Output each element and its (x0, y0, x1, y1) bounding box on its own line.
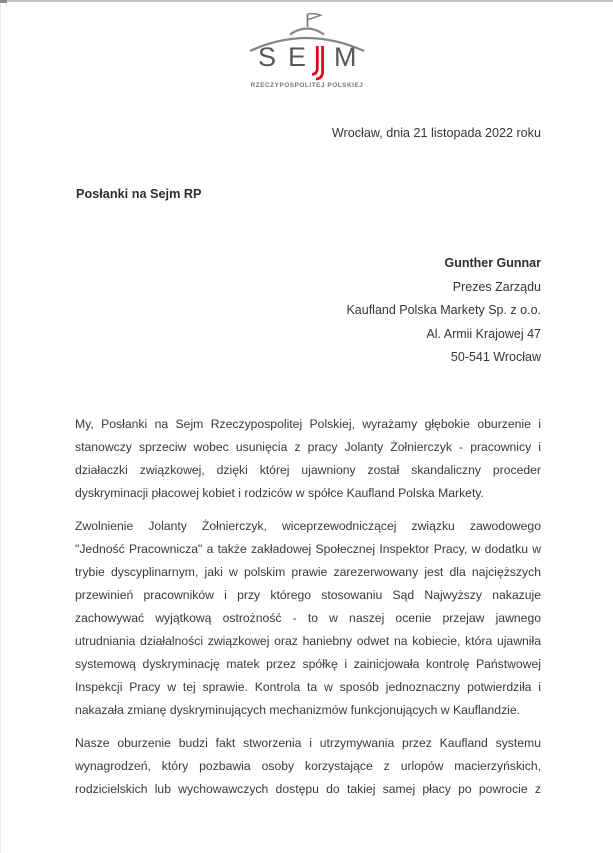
text-line: wynagrodzeń, który pozbawia osoby korzystające z urlopów macierzyńskich, (75, 759, 541, 773)
text-line: "Jedność Pracownicza" a także zakładowej Społecznej Inspektor Pracy, w dodatku w (75, 542, 541, 556)
text-line: trybie dyscyplinarnym, jaki w polskim prawie zarezerwowany jest dla najcięższych (75, 565, 541, 579)
paragraph (75, 732, 541, 801)
recipient-street: Al. Armii Krajowej 47 (426, 326, 541, 341)
recipient-name: Gunther Gunnar (444, 256, 541, 270)
text-line: dyskryminacji płacowej kobiet i rodziców w spółce Kaufland Polska Markety. (75, 486, 484, 500)
page-corner-artifact (0, 0, 7, 3)
sejm-letterhead (246, 10, 368, 94)
recipient-company: Kaufland Polska Markety Sp. z o.o. (346, 303, 541, 317)
flag-banner (307, 14, 320, 20)
date-line: Wrocław, dnia 21 listopada 2022 roku (331, 126, 541, 140)
text-line: rodzicielskich lub wychowawczych dostępu do takiej samej płacy po powrocie z (75, 782, 541, 796)
text-line: działaczki związkowej, dzięki której ujawniony został skandaliczny proceder (75, 463, 541, 477)
page-top-edge (0, 0, 613, 2)
recipient-block (346, 252, 541, 370)
sejm-logo (246, 10, 368, 94)
text-line: utrudniania działalności związkowej oraz haniebny odwet na kobiecie, która ujawniła (75, 634, 541, 648)
page-left-edge (0, 0, 1, 853)
logo-letters: S E M (257, 42, 356, 72)
recipient-title: Prezes Zarządu (452, 279, 541, 294)
text-line: nakazała zmianę dyskryminujących mechanizmów funkcjonujących w Kauflandzie. (75, 703, 521, 717)
text-line: My, Posłanki na Sejm Rzeczypospolitej Polskiej, wyrażamy głębokie oburzenie i (75, 417, 541, 431)
text-line: zachowywać wyjątkową ostrożność - to w naszej ocenie przejaw jawnego (75, 611, 541, 625)
dome-cupola (290, 29, 324, 35)
sender-title: Posłanki na Sejm RP (76, 187, 202, 201)
letter-body (75, 413, 541, 801)
text-line: stanowczy sprzeciw wobec usunięcia z pracy Jolanty Żołnierczyk - pracownicy i (75, 440, 541, 454)
text-line: systemową dyskryminację matek przez spółkę i zainicjowała kontrolę Państwowej (75, 657, 541, 671)
logo-caption: RZECZYPOSPOLITEJ POLSKIEJ (250, 82, 363, 89)
text-line: Zwolnienie Jolanty Żołnierczyk, wiceprzewodniczącej związku zawodowego (75, 519, 541, 533)
recipient-city: 50-541 Wrocław (450, 350, 541, 364)
text-line: Nasze oburzenie budzi fakt stworzenia i utrzymywania przez Kaufland systemu (75, 736, 541, 750)
text-line: przewinień pracowników i przy którego stosowaniu Sąd Najwyższy nakazuje (75, 588, 541, 602)
paragraph (75, 413, 541, 505)
text-line: Inspekcji Pracy w tej sprawie. Kontrola ta w sposób jednoznaczny potwierdziła i (75, 680, 541, 694)
paragraph (75, 515, 541, 722)
